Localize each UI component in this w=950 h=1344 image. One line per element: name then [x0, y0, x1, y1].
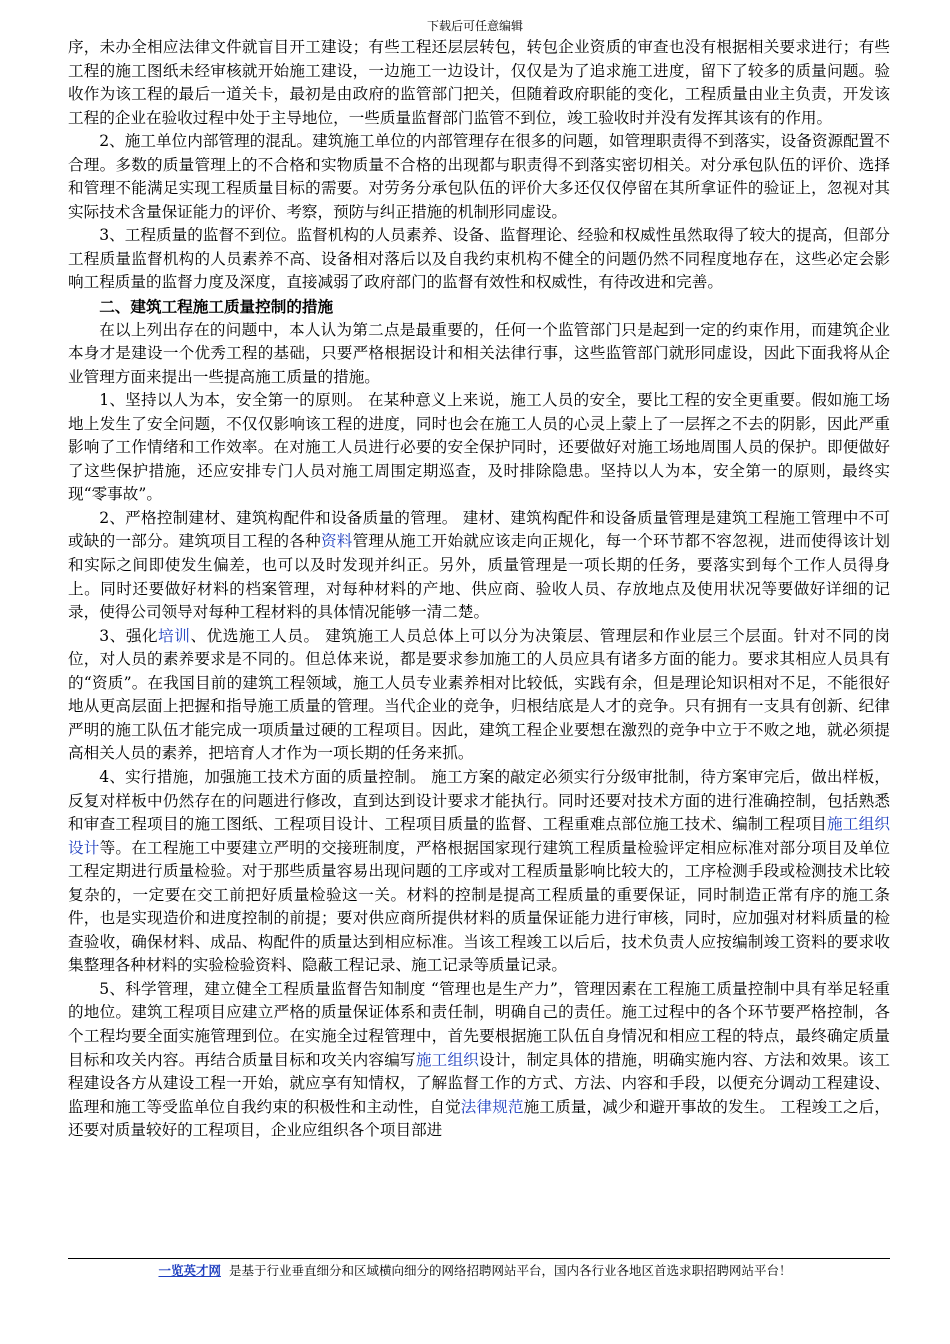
footer-brand-link[interactable]: 一览英才网 [158, 1263, 221, 1278]
document-body [68, 36, 890, 1143]
page-header: 下载后可任意编辑 [426, 19, 523, 33]
page-footer [0, 1262, 950, 1280]
link-training[interactable]: 培训 [158, 626, 191, 645]
paragraph-text: 、优选施工人员。 建筑施工人员总体上可以分为决策层、管理层和作业层三个层面。针对不同的岗位，对人员的素养要求是不同的。但总体来说，都是要求参加施工的人员应具有诸多方面的能力。要求其相应人员具有的“资质”。在我国目前的建筑工程领域，施工人员专业素养相对比较低，实践有余，但是理论知识相对不足，不能很好地从更高层面上把握和指导施工质量的管理。当代企业的竞争，归根结底是人才的竞争。只有拥有一支具有创新、纪律严明的施工队伍才能完成一项质量过硬的工程项目。因此，建筑工程企业要想在激烈的竞争中立于不败之地，就必须提高相关人员的素养，把培育人才作为一项长期的任务来抓。 [68, 626, 890, 763]
link-legal-norms[interactable]: 法律规范 [460, 1097, 524, 1116]
section-heading: 二、建筑工程施工质量控制的措施 [99, 297, 334, 317]
paragraph [68, 978, 890, 1143]
footer-text: 是基于行业垂直细分和区域横向细分的网络招聘网站平台，国内各行业各地区首选求职招聘网站平台！ [229, 1263, 792, 1278]
paragraph: 2、施工单位内部管理的混乱。建筑施工单位的内部管理存在很多的问题，如管理职责得不到落实，设备资源配置不合理。多数的质量管理上的不合格和实物质量不合格的出现都与职责得不到落实密切相关。对分承包队伍的评价、选择和管理不能满足实现工程质量目标的需要。对劳务分承包队伍的评价大多还仅仅停留在其所拿证件的验证上，忽视对其实际技术含量保证能力的评价、考察，预防与纠正措施的机制形同虚设。 [68, 132, 890, 221]
paragraph [68, 766, 890, 978]
paragraph-text: 5、科学管理，建立健全工程质量监督告知制度 “管理也是生产力”，管理因素在工程施工质量控制中具有举足轻重的地位。建筑工程项目应建立严格的质量保证体系和责任制，明确自己的责任。施工过程中的各个环节要严格控制，各个工程均要全面实施管理到位。在实施全过程管理中，首先要根据施工队伍自身情况和相应工程的特点，最终确定质量目标和攻关内容。再结合质量目标和攻关内容编写 [68, 979, 890, 1069]
footer-divider [68, 1258, 890, 1259]
paragraph-text: 3、强化 [99, 626, 159, 645]
paragraph [68, 625, 890, 766]
paragraph-text: 4、实行措施，加强施工技术方面的质量控制。 施工方案的敲定必须实行分级审批制，待方案审完后，做出样板，反复对样板中仍然存在的问题进行修改，直到达到设计要求才能执行。同时还要对技术方面的进行准确控制，包括熟悉和审查工程项目的施工图纸、工程项目设计、工程项目质量的监督、工程重难点部位施工技术、编制工程项目 [68, 767, 890, 834]
paragraph-text: 2、严格控制建材、建筑构配件和设备质量的管理。 建材、建筑构配件和设备质量管理是建筑工程施工管理中不可或缺的一部分。建筑项目工程的各种 [68, 508, 890, 551]
paragraph: 序，未办全相应法律文件就盲目开工建设；有些工程还层层转包，转包企业资质的审查也没有根据相关要求进行；有些工程的施工图纸未经审核就开始施工建设，一边施工一边设计，仅仅是为了追求施工进度，留下了较多的质量问题。验收作为该工程的最后一道关卡，最初是由政府的监管部门把关，但随着政府职能的变化，工程质量由业主负责，开发该工程的企业在验收过程中处于主导地位，一些质量监督部门监管不到位，竣工验收时并没有发挥其该有的作用。 [68, 38, 890, 127]
paragraph-text: 等。在工程施工中要建立严明的交接班制度，严格根据国家现行建筑工程质量检验评定相应标准对部分项目及单位工程定期进行质量检验。对于那些质量容易出现问题的工序或对工程质量影响比较大的，工序检测手段或检测技术比较复杂的，一定要在交工前把好质量检验这一关。材料的控制是提高工程质量的重要保证，同时制造正常有序的施工条件，也是实现造价和进度控制的前提；要对供应商所提供材料的质量保证能力进行审核，同时，应加强对材料质量的检查验收，确保材料、成品、构配件的质量达到相应标准。当该工程竣工以后后，技术负责人应按编制竣工资料的要求收集整理各种材料的实验检验资料、隐蔽工程记录、施工记录等质量记录。 [68, 838, 890, 975]
paragraph: 1、坚持以人为本，安全第一的原则。 在某种意义上来说，施工人员的安全，要比工程的安全更重要。假如施工场地上发生了安全问题，不仅仅影响该工程的进度，同时也会在施工人员的心灵上蒙上了一层挥之不去的阴影，因此严重影响了工作情绪和工作效率。在对施工人员进行必要的安全保护同时，还要做好对施工场地周围人员的保护。即便做好了这些保护措施，还应安排专门人员对施工周围定期巡查，及时排除隐患。坚持以人为本，安全第一的原则，最终实现“零事故”。 [68, 391, 890, 504]
paragraph-text: 管理从施工开始就应该走向正规化，每一个环节都不容忽视，进而使得该计划和实际之间即使发生偏差，也可以及时发现并纠正。另外，质量管理是一项长期的任务，要落实到每个工作人员得身上。同时还要做好材料的档案管理，对每种材料的产地、供应商、验收人员、存放地点及使用状况等要做好详细的记录，使得公司领导对每种工程材料的具体情况能够一清二楚。 [68, 532, 890, 622]
paragraph [68, 507, 890, 625]
link-construction-design[interactable]: 施工组织设计 [68, 815, 890, 857]
paragraph-text: 施工质量，减少和避开事故的发生。 工程竣工之后，还要对质量较好的工程项目，企业应组织各个项目部进 [68, 1097, 890, 1140]
link-materials[interactable]: 资料 [320, 532, 353, 551]
paragraph-text: 设计，制定具体的措施，明确实施内容、方法和效果。该工程建设各方从建设工程一开始，就应享有知情权，了解监督工作的方式、方法、内容和手段，以便充分调动工程建设、监理和施工等受监单位自我约束的积极性和主动性，自觉 [68, 1050, 890, 1116]
link-construction-organization[interactable]: 施工组织 [415, 1050, 480, 1069]
paragraph: 在以上列出存在的问题中，本人认为第二点是最重要的，任何一个监管部门只是起到一定的约束作用，而建筑企业本身才是建设一个优秀工程的基础，只要严格根据设计和相关法律行事，这些监管部门就形同虚设，因此下面我将从企业管理方面来提出一些提高施工质量的措施。 [68, 320, 890, 386]
paragraph: 3、工程质量的监督不到位。监督机构的人员素养、设备、监督理论、经验和权威性虽然取得了较大的提高，但部分工程质量监督机构的人员素养不高、设备相对落后以及自我约束机构不健全的问题仍然不同程度地存在，这些必定会影响工程质量的监督力度及深度，直接减弱了政府部门的监督有效性和权威性，有待改进和完善。 [68, 226, 890, 292]
